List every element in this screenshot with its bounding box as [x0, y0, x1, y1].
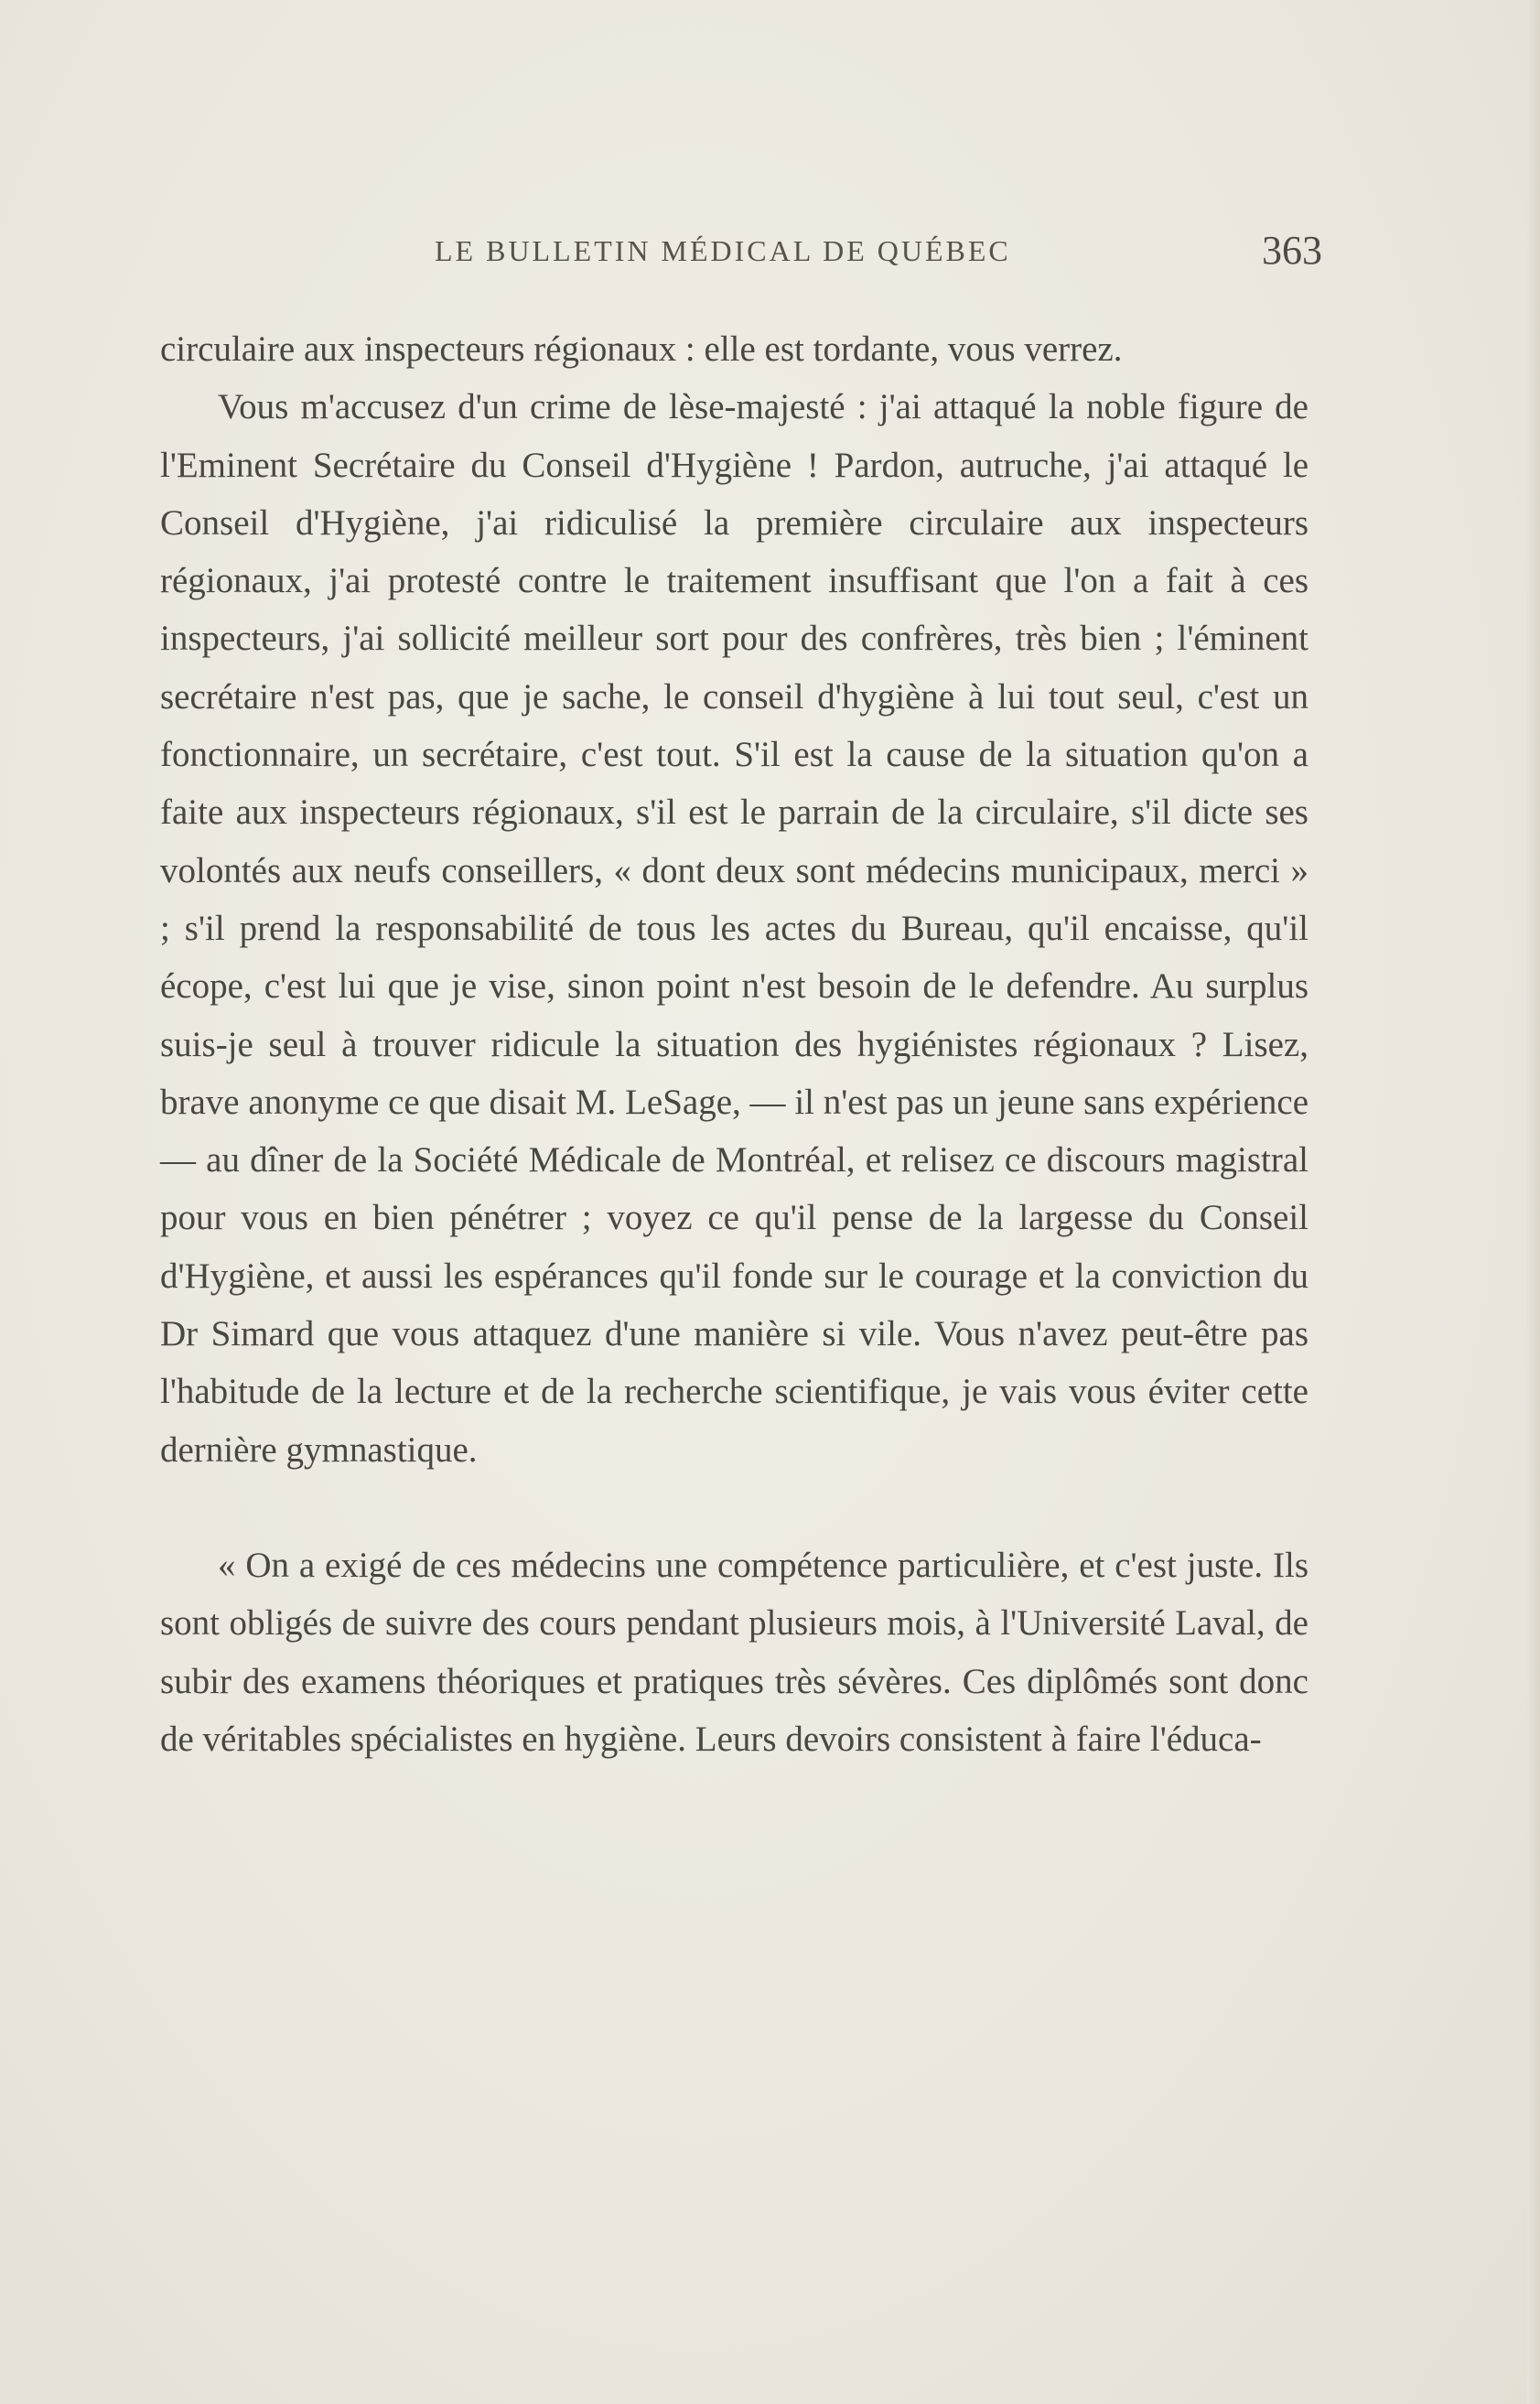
page-header — [160, 227, 1322, 282]
paragraph-continuation: circulaire aux inspecteurs régionaux : elle est tordante, vous verrez. — [160, 329, 1123, 369]
page-number: 363 — [1262, 228, 1322, 273]
running-title: LE BULLETIN MÉDICAL DE QUÉBEC — [435, 234, 1011, 267]
paragraph-quotation: « On a exigé de ces médecins une compétence particulière, et c'est juste. Ils sont obligés de suivre des cours pendant plusieurs mois, à l'Université Laval, de subir des examens théoriques et pratiques très sévères. Ces diplômés sont donc de véritables spécialistes en hygiène. Leurs devoirs consistent à faire l'éduca- — [160, 1545, 1308, 1759]
page-edge — [1527, 0, 1540, 2404]
body-text — [160, 320, 1308, 1768]
paragraph-reply: Vous m'accusez d'un crime de lèse-majesté : j'ai attaqué la noble figure de l'Eminent Secrétaire du Conseil d'Hygiène ! Pardon, autruche, j'ai attaqué le Conseil d'Hygiène, j'ai ridiculisé la première circulaire aux inspecteurs régionaux, j'ai protesté contre le traitement insuffisant que l'on a fait à ces inspecteurs, j'ai sollicité meilleur sort pour des confrères, très bien ; l'éminent secrétaire n'est pas, que je sache, le conseil d'hygiène à lui tout seul, c'est un fonctionnaire, un secrétaire, c'est tout. S'il est la cause de la situation qu'on a faite aux inspecteurs régionaux, s'il est le parrain de la circulaire, s'il dicte ses volontés aux neufs conseillers, « dont deux sont médecins municipaux, merci » ; s'il prend la responsabilité de tous les actes du Bureau, qu'il encaisse, qu'il écope, c'est lui que je vise, sinon point n'est besoin de le defendre. Au surplus suis-je seul à trouver ridicule la situation des hygiénistes régionaux ? Lisez, brave anonyme ce que disait M. LeSage, — il n'est pas un jeune sans expérience — au dîner de la Société Médicale de Montréal, et relisez ce discours magistral pour vous en bien pénétrer ; voyez ce qu'il pense de la largesse du Conseil d'Hygiène, et aussi les espérances qu'il fonde sur le courage et la conviction du Dr Simard que vous attaquez d'une manière si vile. Vous n'avez peut-être pas l'habitude de la lecture et de la recherche scientifique, je vais vous éviter cette dernière gymnastique. — [160, 387, 1308, 1470]
